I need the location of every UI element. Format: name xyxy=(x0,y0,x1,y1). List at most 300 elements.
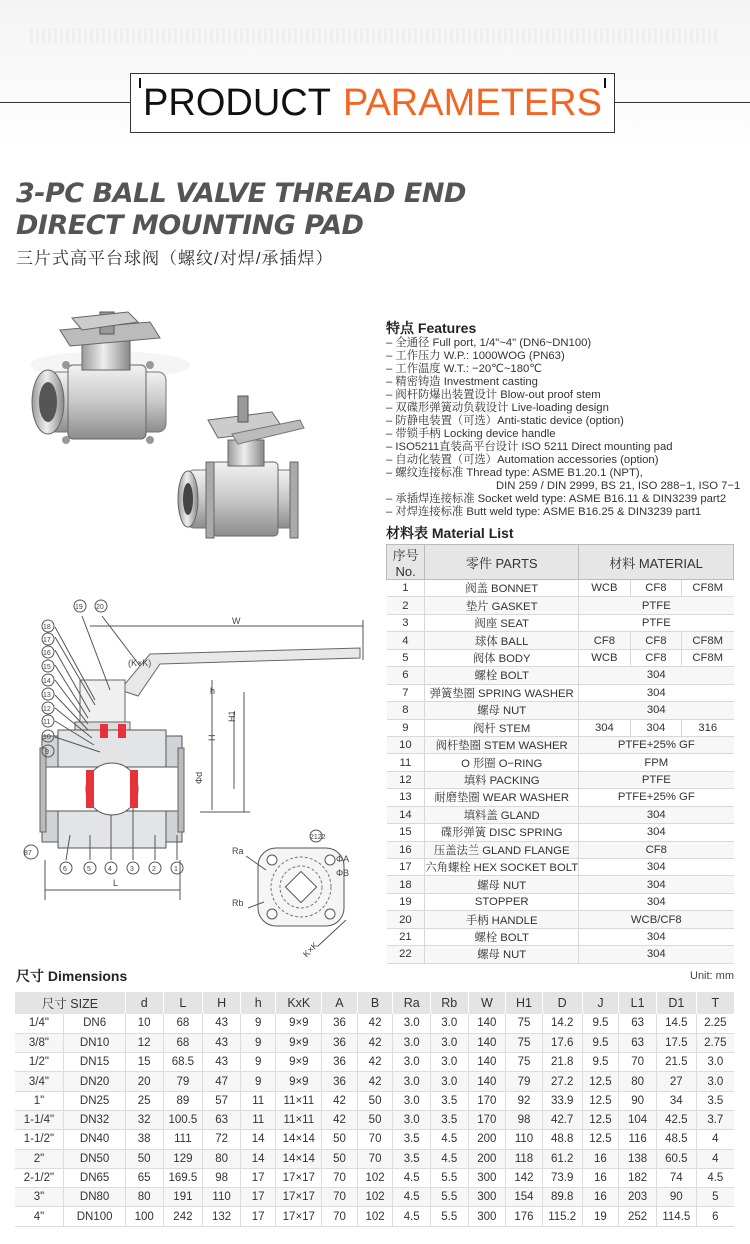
feature-item: – 阀杆防爆出装置设计 Blow-out proof stem xyxy=(386,389,601,401)
dimensions-cell: DN40 xyxy=(64,1130,125,1149)
material-row-no: 4 xyxy=(387,632,425,649)
dimensions-cell: 138 xyxy=(619,1149,657,1168)
dimensions-row xyxy=(15,1149,735,1168)
label-Ra: Ra xyxy=(232,846,244,856)
dimensions-row xyxy=(15,1207,735,1226)
dimensions-cell: 50 xyxy=(357,1091,393,1110)
dimensions-cell: 1/2" xyxy=(15,1053,64,1072)
material-row-part: 螺母 NUT xyxy=(425,946,579,963)
product-title-line2: DIRECT MOUNTING PAD xyxy=(16,210,364,241)
material-row-part: O 形圈 O−RING xyxy=(425,754,579,771)
dimensions-cell: 50 xyxy=(357,1110,393,1129)
label-d: Φd xyxy=(194,771,204,784)
features-list xyxy=(386,337,746,519)
dimensions-header-cell: H1 xyxy=(506,992,543,1014)
dimensions-cell: 5.5 xyxy=(430,1168,468,1187)
material-row-part: STOPPER xyxy=(425,893,579,910)
material-row-no: 16 xyxy=(387,841,425,858)
material-row-part: 阀杆垫圈 STEM WASHER xyxy=(425,736,579,753)
material-row-part: 垫片 GASKET xyxy=(425,597,579,614)
callout-16: 16 xyxy=(43,650,51,657)
material-row-part: 螺母 NUT xyxy=(425,876,579,893)
material-row-part: 耐磨垫圈 WEAR WASHER xyxy=(425,789,579,806)
dimensions-cell: 42.5 xyxy=(656,1110,696,1129)
material-row-no: 20 xyxy=(387,911,425,928)
dimensions-cell: 169.5 xyxy=(163,1168,203,1187)
feature-item: – 工作压力 W.P.: 1000WOG (PN63) xyxy=(386,350,565,362)
dimensions-cell: 14×14 xyxy=(276,1130,322,1149)
label-PhiA: ΦA xyxy=(336,854,350,864)
dimensions-cell: 14 xyxy=(240,1149,276,1168)
dimensions-cell: 27.2 xyxy=(542,1072,582,1091)
material-row-part: 碟形弹簧 DISC SPRING xyxy=(425,824,579,841)
feature-item: – 精密铸造 Investment casting xyxy=(386,376,538,388)
dimensions-cell: 32 xyxy=(125,1110,163,1129)
material-row-no: 8 xyxy=(387,702,425,719)
dimensions-cell: 60.5 xyxy=(656,1149,696,1168)
dimensions-cell: 1-1/2" xyxy=(15,1130,64,1149)
dimensions-cell: DN20 xyxy=(64,1072,125,1091)
dimensions-cell: 9×9 xyxy=(276,1053,322,1072)
dimensions-cell: 3.5 xyxy=(696,1091,734,1110)
label-h: h xyxy=(210,686,216,696)
material-row-material: 304 xyxy=(630,719,681,736)
dimensions-cell: 11 xyxy=(240,1110,276,1129)
material-row-part: 螺母 NUT xyxy=(425,702,579,719)
dimensions-cell: 9.5 xyxy=(582,1053,619,1072)
feature-item: – 工作温度 W.T.: −20℃~180℃ xyxy=(386,363,542,375)
dimensions-header-cell: H xyxy=(203,992,241,1014)
dimensions-cell: 142 xyxy=(506,1168,543,1187)
dimensions-header-cell: Ra xyxy=(393,992,431,1014)
material-row-no: 2 xyxy=(387,597,425,614)
valve-photo-small xyxy=(178,396,304,538)
dimensions-cell: 200 xyxy=(468,1149,506,1168)
feature-item: – 带锁手柄 Locking device handle xyxy=(386,428,556,440)
dimensions-cell: 74 xyxy=(656,1168,696,1187)
dimensions-cell: 20 xyxy=(125,1072,163,1091)
dimensions-cell: 4.5 xyxy=(393,1168,431,1187)
dimensions-cell: 63 xyxy=(619,1033,657,1052)
dimensions-cell: 17×17 xyxy=(276,1188,322,1207)
dimensions-cell: 132 xyxy=(203,1207,241,1226)
material-row-material: CF8 xyxy=(579,632,631,649)
dimensions-cell: 3/8" xyxy=(15,1033,64,1052)
dimensions-cell: 300 xyxy=(468,1207,506,1226)
dimensions-cell: 68 xyxy=(163,1033,203,1052)
material-list-title: 材料表 Material List xyxy=(386,525,514,541)
callout-2: 2 xyxy=(152,866,156,873)
dimensions-cell: 3.7 xyxy=(696,1110,734,1129)
material-row xyxy=(387,702,734,719)
dimensions-cell: 3.0 xyxy=(393,1091,431,1110)
material-row xyxy=(387,789,734,806)
dimensions-cell: DN50 xyxy=(64,1149,125,1168)
label-H1: H1 xyxy=(227,710,237,722)
dimensions-row xyxy=(15,1014,735,1033)
dimensions-cell: 3/4" xyxy=(15,1072,64,1091)
dimensions-cell: 5.5 xyxy=(430,1207,468,1226)
dimensions-cell: 9 xyxy=(240,1072,276,1091)
material-row xyxy=(387,719,734,736)
material-table-header xyxy=(387,545,734,580)
material-row-material: 304 xyxy=(579,684,734,701)
dimensions-cell: 6 xyxy=(696,1207,734,1226)
material-row-no: 1 xyxy=(387,580,425,597)
dimensions-cell: DN100 xyxy=(64,1207,125,1226)
dimensions-header-cell: 尺寸 SIZE xyxy=(15,992,126,1014)
dimensions-cell: 102 xyxy=(357,1188,393,1207)
material-row-material: 304 xyxy=(579,702,734,719)
material-row-part: 弹簧垫圈 SPRING WASHER xyxy=(425,684,579,701)
callout-12: 12 xyxy=(43,706,51,713)
material-row xyxy=(387,806,734,823)
callout-20: 20 xyxy=(96,604,104,611)
dimensions-cell: 2" xyxy=(15,1149,64,1168)
dimensions-cell: 75 xyxy=(506,1053,543,1072)
dimensions-row xyxy=(15,1168,735,1187)
material-row-material: 304 xyxy=(579,824,734,841)
dimensions-cell: 3.0 xyxy=(430,1033,468,1052)
material-row-material: WCB/CF8 xyxy=(579,911,734,928)
dimensions-cell: 42 xyxy=(357,1033,393,1052)
dimensions-cell: 63 xyxy=(203,1110,241,1129)
dimensions-cell: 80 xyxy=(125,1188,163,1207)
valve-photo-large xyxy=(30,312,190,444)
dimensions-cell: 3.0 xyxy=(393,1014,431,1033)
material-row-material: CF8 xyxy=(630,580,681,597)
material-row xyxy=(387,841,734,858)
dimensions-cell: 11×11 xyxy=(276,1091,322,1110)
dimensions-row xyxy=(15,1110,735,1129)
callout-4: 4 xyxy=(108,866,112,873)
material-row xyxy=(387,824,734,841)
dimensions-cell: 3.5 xyxy=(393,1130,431,1149)
material-row-material: PTFE xyxy=(579,614,734,631)
dimensions-cell: 9×9 xyxy=(276,1033,322,1052)
dimensions-cell: 3.0 xyxy=(393,1110,431,1129)
dimensions-cell: DN32 xyxy=(64,1110,125,1129)
material-row-material: PTFE xyxy=(579,771,734,788)
dimensions-cell: 79 xyxy=(506,1072,543,1091)
dimensions-cell: 42.7 xyxy=(542,1110,582,1129)
material-row-part: 六角螺栓 HEX SOCKET BOLT xyxy=(425,859,579,876)
dimensions-cell: 12.5 xyxy=(582,1130,619,1149)
dimensions-cell: 70 xyxy=(322,1168,358,1187)
dimensions-cell: 70 xyxy=(322,1188,358,1207)
dimensions-cell: 34 xyxy=(656,1091,696,1110)
material-row-no: 3 xyxy=(387,614,425,631)
dimensions-cell: 42 xyxy=(357,1053,393,1072)
dimensions-cell: 21.5 xyxy=(656,1053,696,1072)
mounting-pad-drawing xyxy=(246,848,346,946)
callout-9: 9 xyxy=(45,749,49,756)
dimensions-cell: 3.5 xyxy=(430,1091,468,1110)
dimensions-cell: 5.5 xyxy=(430,1188,468,1207)
material-row-no: 15 xyxy=(387,824,425,841)
feature-item: – 自动化装置（可选）Automation accessories (option) xyxy=(386,454,659,466)
dimensions-cell: 17×17 xyxy=(276,1207,322,1226)
dimensions-cell: 11×11 xyxy=(276,1110,322,1129)
dimensions-cell: 42 xyxy=(357,1014,393,1033)
header-word-parameters: PARAMETERS xyxy=(342,81,602,124)
dimensions-unit: Unit: mm xyxy=(690,970,734,982)
label-2122: 2122 xyxy=(310,834,326,841)
dimensions-cell: 89.8 xyxy=(542,1188,582,1207)
dimensions-cell: 4.5 xyxy=(393,1207,431,1226)
dimensions-header-cell: d xyxy=(125,992,163,1014)
dimensions-header-cell: Rb xyxy=(430,992,468,1014)
dimensions-cell: 10 xyxy=(125,1014,163,1033)
material-row-part: 阀座 SEAT xyxy=(425,614,579,631)
dimensions-cell: 57 xyxy=(203,1091,241,1110)
dimensions-cell: 4.5 xyxy=(393,1188,431,1207)
material-row xyxy=(387,876,734,893)
dimensions-cell: 104 xyxy=(619,1110,657,1129)
product-subtitle: 三片式高平台球阀（螺纹/对焊/承插焊） xyxy=(16,249,334,268)
callout-1: 1 xyxy=(174,866,178,873)
dimensions-cell: 16 xyxy=(582,1188,619,1207)
dimensions-cell: 12 xyxy=(125,1033,163,1052)
dimensions-header-cell: h xyxy=(240,992,276,1014)
dimensions-cell: 14.2 xyxy=(542,1014,582,1033)
dimensions-cell: 100 xyxy=(125,1207,163,1226)
dimensions-cell: 9.5 xyxy=(582,1033,619,1052)
material-row xyxy=(387,614,734,631)
dimensions-cell: 43 xyxy=(203,1014,241,1033)
dimensions-cell: 3.0 xyxy=(696,1072,734,1091)
dimensions-cell: 140 xyxy=(468,1053,506,1072)
label-L: L xyxy=(113,878,119,888)
dimensions-cell: 9.5 xyxy=(582,1014,619,1033)
dimensions-cell: 12.5 xyxy=(582,1110,619,1129)
feature-item: – 全通径 Full port, 1/4"~4" (DN6~DN100) xyxy=(386,337,592,349)
material-row-material: 304 xyxy=(579,667,734,684)
dimensions-cell: 154 xyxy=(506,1188,543,1207)
callout-13: 13 xyxy=(43,692,51,699)
dimensions-cell: 90 xyxy=(619,1091,657,1110)
dimensions-cell: 36 xyxy=(322,1072,358,1091)
material-row-material: 316 xyxy=(681,719,733,736)
material-row-part: 压盖法兰 GLAND FLANGE xyxy=(425,841,579,858)
dimensions-row xyxy=(15,1091,735,1110)
material-row xyxy=(387,771,734,788)
dimensions-cell: 2.25 xyxy=(696,1014,734,1033)
material-row-no: 9 xyxy=(387,719,425,736)
dimensions-cell: 4.5 xyxy=(696,1168,734,1187)
callouts-bottom xyxy=(60,862,183,874)
material-row xyxy=(387,911,734,928)
material-row-material: FPM xyxy=(579,754,734,771)
material-row-material: 304 xyxy=(579,893,734,910)
dimensions-cell: 140 xyxy=(468,1033,506,1052)
dimensions-cell: 3.0 xyxy=(393,1033,431,1052)
dimensions-cell: 14×14 xyxy=(276,1149,322,1168)
dimensions-cell: 16 xyxy=(582,1168,619,1187)
dimensions-cell: 50 xyxy=(125,1149,163,1168)
dimensions-cell: 70 xyxy=(619,1053,657,1072)
dimensions-cell: 42 xyxy=(322,1110,358,1129)
dimensions-cell: 242 xyxy=(163,1207,203,1226)
material-row-part: 填料盖 GLAND xyxy=(425,806,579,823)
dimensions-cell: 9×9 xyxy=(276,1014,322,1033)
feature-item: DIN 259 / DIN 2999, BS 21, ISO 288−1, ISO 7−1 xyxy=(496,480,741,492)
material-row-material: 304 xyxy=(579,876,734,893)
material-table xyxy=(386,544,734,964)
dimensions-cell: 17×17 xyxy=(276,1168,322,1187)
label-KxK-pad: K×K xyxy=(300,940,321,960)
label-W: W xyxy=(232,616,241,626)
dimensions-cell: 100.5 xyxy=(163,1110,203,1129)
dimensions-cell: 48.8 xyxy=(542,1130,582,1149)
material-row-no: 11 xyxy=(387,754,425,771)
dimensions-cell: 5 xyxy=(696,1188,734,1207)
label-PhiB: ΦB xyxy=(336,868,350,878)
dimensions-cell: 65 xyxy=(125,1168,163,1187)
material-row-material: CF8 xyxy=(630,649,681,666)
material-row-material: CF8M xyxy=(681,580,733,597)
dimensions-header-cell: KxK xyxy=(276,992,322,1014)
dimensions-cell: 1-1/4" xyxy=(15,1110,64,1129)
dimensions-cell: 118 xyxy=(506,1149,543,1168)
dimensions-cell: 176 xyxy=(506,1207,543,1226)
dimensions-cell: 11 xyxy=(240,1091,276,1110)
dimensions-header-cell: B xyxy=(357,992,393,1014)
material-row-part: 填料 PACKING xyxy=(425,771,579,788)
material-row-no: 14 xyxy=(387,806,425,823)
dimensions-cell: 14.5 xyxy=(656,1014,696,1033)
dimensions-cell: 12.5 xyxy=(582,1072,619,1091)
callout-15: 15 xyxy=(43,664,51,671)
dimensions-cell: 3.0 xyxy=(430,1053,468,1072)
label-Rb: Rb xyxy=(232,898,244,908)
material-row xyxy=(387,754,734,771)
dimensions-cell: 14 xyxy=(240,1130,276,1149)
material-row-material: CF8 xyxy=(630,632,681,649)
callout-11: 11 xyxy=(43,719,51,726)
material-row-material: WCB xyxy=(579,649,631,666)
dimensions-cell: 4" xyxy=(15,1207,64,1226)
dimensions-cell: 68 xyxy=(163,1014,203,1033)
dimensions-cell: 61.2 xyxy=(542,1149,582,1168)
dimensions-row xyxy=(15,1072,735,1091)
dimensions-cell: 102 xyxy=(357,1168,393,1187)
dimensions-cell: 115.2 xyxy=(542,1207,582,1226)
material-row xyxy=(387,736,734,753)
dimensions-row xyxy=(15,1188,735,1207)
dimensions-cell: 129 xyxy=(163,1149,203,1168)
material-row-material: WCB xyxy=(579,580,631,597)
feature-item: – 螺纹连接标准 Thread type: ASME B1.20.1 (NPT), xyxy=(386,467,643,479)
material-row-material: 304 xyxy=(579,946,734,963)
dimensions-cell: 98 xyxy=(203,1168,241,1187)
dimensions-cell: 15 xyxy=(125,1053,163,1072)
material-row-no: 12 xyxy=(387,771,425,788)
dimensions-header-cell: D xyxy=(542,992,582,1014)
dimensions-header-cell: A xyxy=(322,992,358,1014)
material-row-part: 螺栓 BOLT xyxy=(425,667,579,684)
material-row-part: 阀体 BODY xyxy=(425,649,579,666)
dimensions-cell: 110 xyxy=(506,1130,543,1149)
dimensions-cell: 72 xyxy=(203,1130,241,1149)
dimensions-cell: DN65 xyxy=(64,1168,125,1187)
dimensions-cell: 80 xyxy=(203,1149,241,1168)
dimensions-cell: 89 xyxy=(163,1091,203,1110)
material-row-material: CF8M xyxy=(681,632,733,649)
dimensions-cell: 3" xyxy=(15,1188,64,1207)
dimensions-cell: 73.9 xyxy=(542,1168,582,1187)
material-row-part: 阀盖 BONNET xyxy=(425,580,579,597)
material-row-material: CF8 xyxy=(579,841,734,858)
material-row xyxy=(387,893,734,910)
dimensions-cell: DN15 xyxy=(64,1053,125,1072)
callout-6: 6 xyxy=(63,866,67,873)
dimensions-cell: 80 xyxy=(619,1072,657,1091)
dimensions-cell: 200 xyxy=(468,1130,506,1149)
dimensions-cell: 3.0 xyxy=(430,1014,468,1033)
dimensions-cell: 43 xyxy=(203,1053,241,1072)
material-row-material: 304 xyxy=(579,928,734,945)
dimensions-cell: 9 xyxy=(240,1033,276,1052)
dimensions-cell: 17 xyxy=(240,1188,276,1207)
material-header-no: 序号No. xyxy=(387,545,425,580)
callout-18: 18 xyxy=(43,624,51,631)
callout-5: 5 xyxy=(87,866,91,873)
callout-10: 10 xyxy=(43,734,51,741)
material-row xyxy=(387,632,734,649)
dimensions-cell: 3.5 xyxy=(393,1149,431,1168)
dimensions-cell: 21.8 xyxy=(542,1053,582,1072)
dimensions-cell: 9×9 xyxy=(276,1072,322,1091)
dimensions-cell: 50 xyxy=(322,1130,358,1149)
feature-item: – 防静电装置（可选）Anti-static device (option) xyxy=(386,415,624,427)
dimensions-cell: 79 xyxy=(163,1072,203,1091)
dimensions-cell: 70 xyxy=(322,1207,358,1226)
callout-19: 19 xyxy=(75,604,83,611)
feature-item: – 双碟形弹簧动负载设计 Live-loading design xyxy=(386,402,609,414)
material-row-no: 21 xyxy=(387,928,425,945)
dimensions-cell: 47 xyxy=(203,1072,241,1091)
dimensions-cell: 3.0 xyxy=(696,1053,734,1072)
material-row-no: 10 xyxy=(387,736,425,753)
material-row-no: 18 xyxy=(387,876,425,893)
dimensions-cell: 140 xyxy=(468,1072,506,1091)
dimensions-cell: 63 xyxy=(619,1014,657,1033)
dimensions-cell: 50 xyxy=(322,1149,358,1168)
dimensions-cell: 3.0 xyxy=(393,1053,431,1072)
dimensions-cell: 3.5 xyxy=(430,1110,468,1129)
dimensions-cell: 42 xyxy=(357,1072,393,1091)
dimensions-cell: DN25 xyxy=(64,1091,125,1110)
dimensions-cell: 300 xyxy=(468,1168,506,1187)
dimensions-cell: 1" xyxy=(15,1091,64,1110)
dimensions-header-cell: W xyxy=(468,992,506,1014)
dimensions-cell: 43 xyxy=(203,1033,241,1052)
dimensions-cell: 4.5 xyxy=(430,1149,468,1168)
dimensions-cell: 17 xyxy=(240,1207,276,1226)
dimensions-cell: 92 xyxy=(506,1091,543,1110)
callout-3: 3 xyxy=(130,866,134,873)
dimensions-cell: 4 xyxy=(696,1149,734,1168)
material-row-material: PTFE+25% GF xyxy=(579,789,734,806)
dimensions-cell: 36 xyxy=(322,1053,358,1072)
material-row-no: 5 xyxy=(387,649,425,666)
material-row-part: 球体 BALL xyxy=(425,632,579,649)
material-header-material: 材料 MATERIAL xyxy=(579,545,734,580)
material-row-material: 304 xyxy=(579,719,631,736)
material-row-no: 19 xyxy=(387,893,425,910)
dimensions-cell: DN10 xyxy=(64,1033,125,1052)
